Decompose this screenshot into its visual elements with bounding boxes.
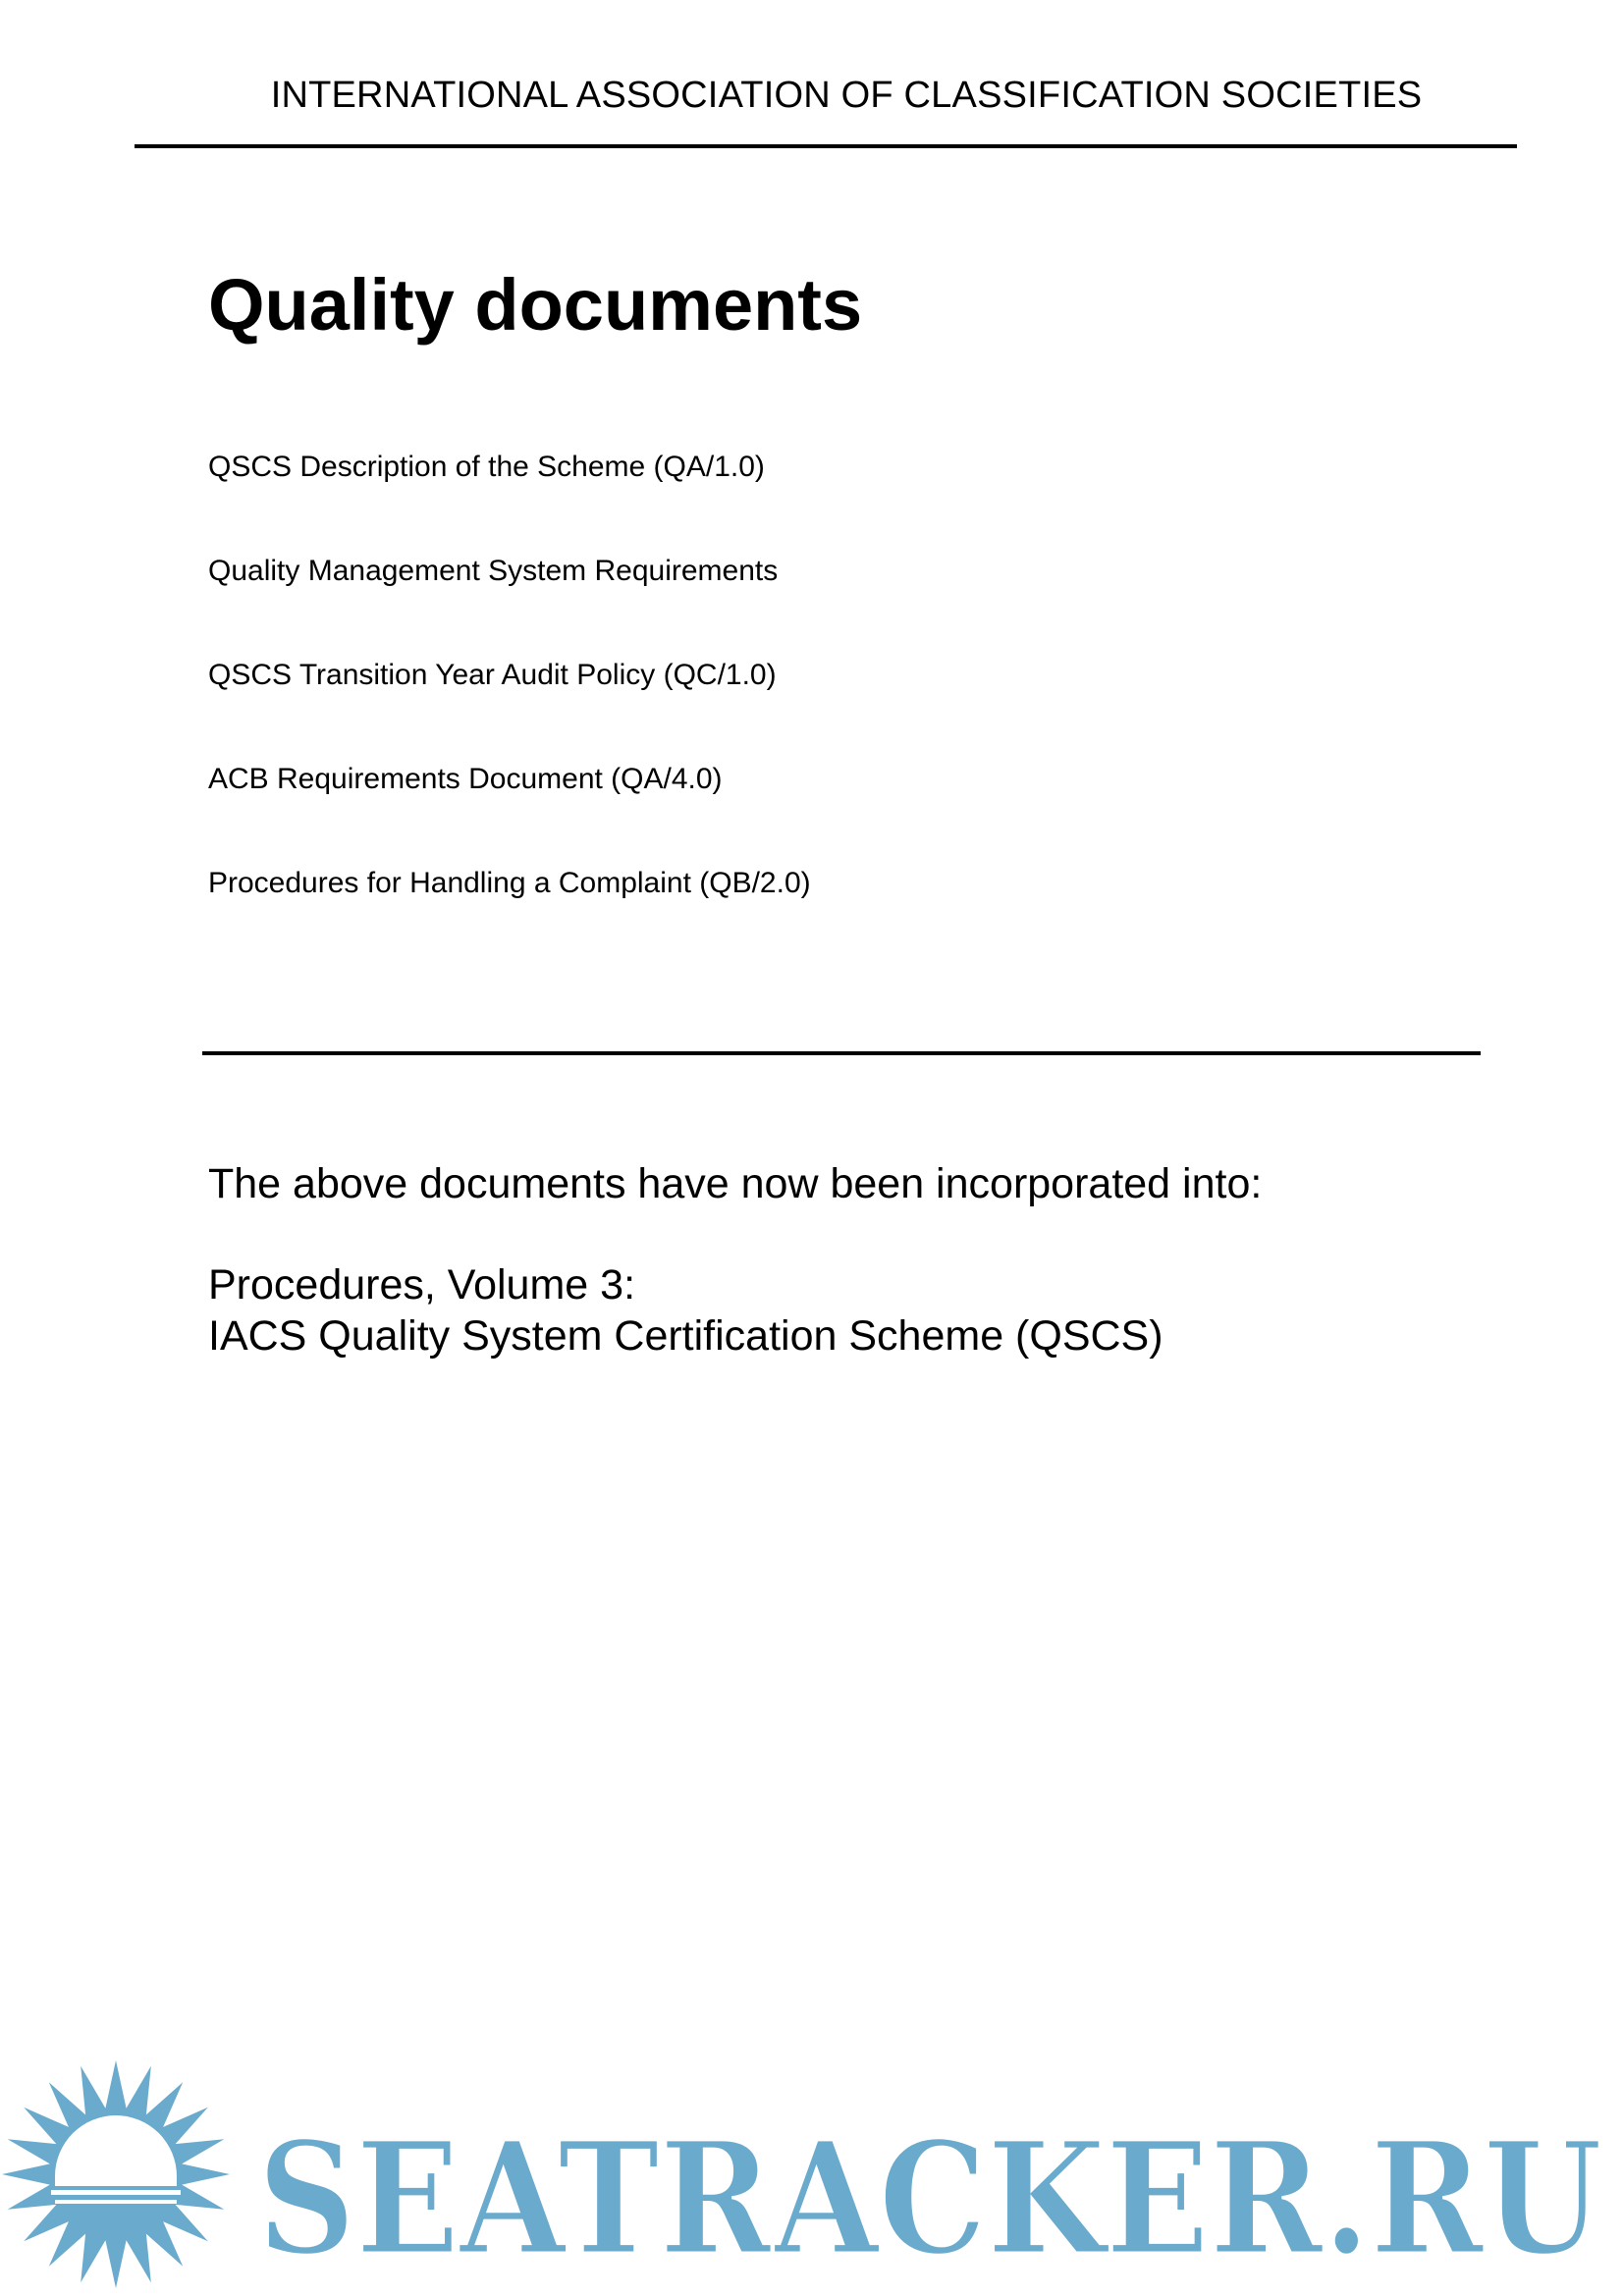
page-title: Quality documents	[208, 264, 863, 346]
document-item: ACB Requirements Document (QA/4.0)	[208, 763, 723, 795]
organization-header: INTERNATIONAL ASSOCIATION OF CLASSIFICATION SOCIETIES	[270, 75, 1423, 116]
document-item: QSCS Description of the Scheme (QA/1.0)	[208, 451, 765, 483]
header-divider	[135, 144, 1517, 148]
reference-scheme: IACS Quality System Certification Scheme (QSCS)	[208, 1312, 1163, 1360]
document-item: Quality Management System Requirements	[208, 555, 779, 587]
document-item: QSCS Transition Year Audit Policy (QC/1.0)	[208, 659, 777, 691]
sun-icon	[2, 2060, 230, 2288]
watermark	[0, 2056, 1623, 2296]
watermark-text: SEATRACKER.RU	[257, 2109, 1602, 2290]
document-list	[208, 450, 811, 970]
incorporation-note: The above documents have now been incorporated into:	[208, 1160, 1263, 1207]
document-item: Procedures for Handling a Complaint (QB/2.0)	[208, 867, 811, 899]
reference-block	[208, 1259, 1163, 1362]
reference-volume: Procedures, Volume 3:	[208, 1261, 636, 1308]
section-divider	[202, 1051, 1481, 1055]
